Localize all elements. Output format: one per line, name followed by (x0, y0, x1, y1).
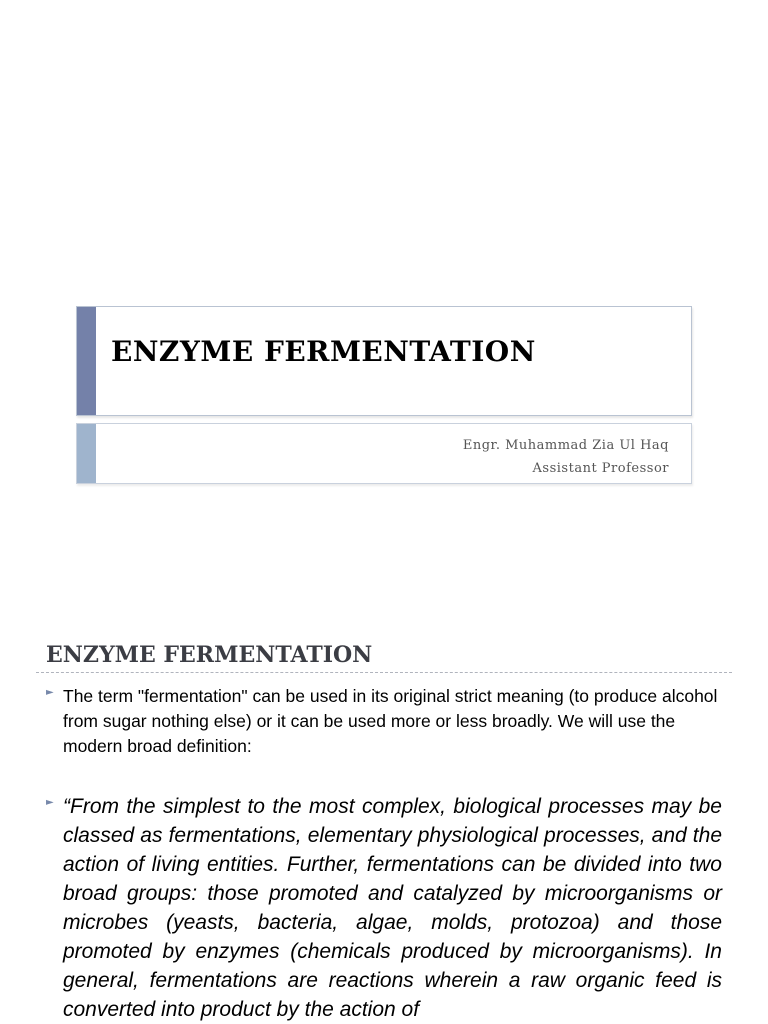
bullet-text-quote: “From the simplest to the most complex, biological processes may be classed as fermentations, elementary physiological processes, and the action of living entities. Further, fermentations can be divided into two broad groups: those promoted and catalyzed by microorganisms or microbes (yeasts, bacteria, algae, molds, protozoa) and those promoted by enzymes (chemicals produced by microorganisms). In general, fermentations are reactions wherein a raw organic feed is converted into product by the action of (63, 795, 722, 1021)
content-slide (0, 622, 768, 1024)
slide-title: ENZYME FERMENTATION (111, 335, 536, 368)
bullet-item (46, 792, 722, 1024)
title-accent-bar (77, 307, 96, 415)
slide-heading: ENZYME FERMENTATION (46, 642, 373, 668)
author-role: Assistant Professor (532, 461, 669, 476)
bullet-item (46, 684, 722, 759)
heading-divider (36, 672, 732, 673)
triangle-bullet-icon: ► (46, 687, 54, 698)
author-block (463, 434, 669, 480)
subtitle-accent-bar (77, 424, 96, 483)
subtitle-box (76, 423, 692, 484)
triangle-bullet-icon: ► (46, 797, 54, 808)
title-box (76, 306, 692, 416)
author-name: Engr. Muhammad Zia Ul Haq (462, 438, 669, 453)
bullet-text: The term "fermentation" can be used in its original strict meaning (to produce alcohol from sugar nothing else) or it can be used more or less broadly. We will use the modern broad definition: (63, 686, 718, 756)
